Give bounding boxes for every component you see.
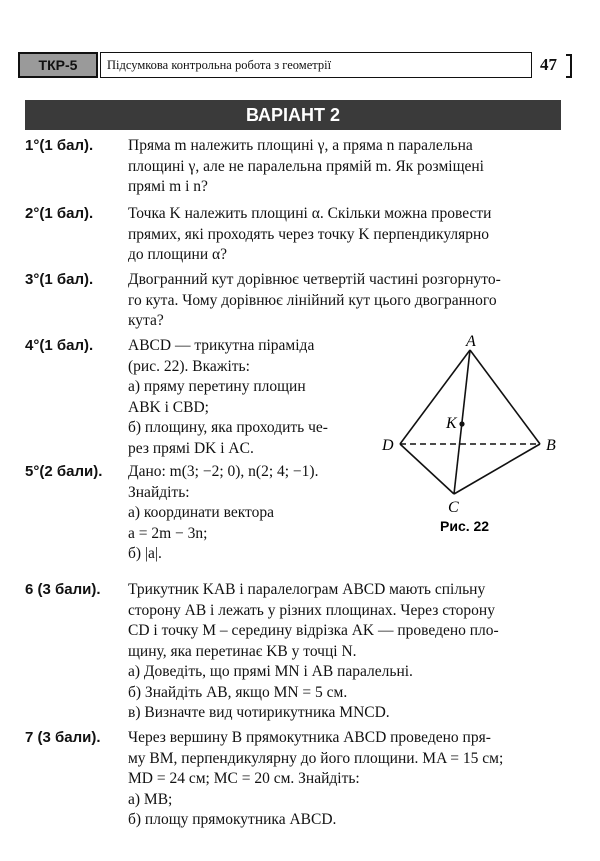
label-B: B [546,437,556,454]
task-line: а) координати вектора [128,504,274,521]
task-number: 1°(1 бал). [25,137,94,154]
task-number: 2°(1 бал). [25,205,94,222]
task-line: рез прямі DK і AC. [128,439,254,457]
task-text [128,270,558,332]
edge-DC [400,444,454,494]
task-line: Точка K належить площині α. Скільки можна провести [128,205,492,222]
task-line: а) MB; [128,790,173,808]
task-text [128,580,558,724]
task-line: ABCD — трикутна піраміда [128,337,315,354]
task-line: Знайдіть: [128,483,190,501]
task-number: 6 (3 бали). [25,581,101,598]
task-line: го кута. Чому дорівнює лінійний кут цього двогранного [128,291,497,309]
edge-AD [400,350,470,444]
task-text [128,462,398,565]
edge-AB [470,350,540,444]
task-line: а) пряму перетину площин [128,378,306,395]
task-line: б) площу прямокутника ABCD. [128,811,337,828]
task-line: сторону AB і лежать у різних площинах. Через сторону [128,601,495,619]
edge-CB [454,444,540,494]
task-line: a = 2m − 3n; [128,524,208,542]
test-badge: ТКР-5 [18,52,98,78]
pyramid-figure [370,328,570,538]
task-text [128,336,378,459]
task-line: а) Доведіть, що прямі MN і AB паралельні. [128,663,413,680]
task-line: MD = 24 см; MC = 20 см. Знайдіть: [128,770,360,787]
header-title: Підсумкова контрольна робота з геометрії [100,52,532,78]
page-number: 47 [540,55,557,74]
task-number: 5°(2 бали). [25,463,103,480]
label-K: K [446,415,457,432]
point-K [459,421,464,426]
page-bracket [566,54,572,78]
task-line: площині γ, але не паралельна прямій m. Як розміщені [128,157,484,175]
task-line: (рис. 22). Вкажіть: [128,357,250,375]
task-line: Дано: m(3; −2; 0), n(2; 4; −1). [128,463,319,480]
task-text [128,204,558,266]
task-line: кута? [128,312,164,329]
task-line: прямі m і n? [128,178,208,195]
figure-caption: Рис. 22 [440,518,490,534]
label-C: C [448,499,459,516]
task-line: Через вершину B прямокутника ABCD проведено пря- [128,729,491,746]
label-D: D [382,437,394,454]
task-line: в) Визначте вид чотирикутника MNCD. [128,704,390,721]
task-line: б) |a|. [128,545,162,562]
task-line: CD і точку M – середину відрізка AK — проведено пло- [128,622,499,639]
task-number: 3°(1 бал). [25,271,94,288]
task-line: до площини α? [128,246,227,263]
label-A: A [466,333,476,350]
page-header [18,52,558,80]
variant-title: ВАРІАНТ 2 [25,100,561,130]
task-line: б) Знайдіть AB, якщо MN = 5 см. [128,683,348,701]
task-text [128,136,558,198]
task-line: прямих, які проходять через точку K перпендикулярно [128,225,490,243]
task-number: 7 (3 бали). [25,729,101,746]
task-text [128,728,558,831]
task-line: Трикутник KAB і паралелограм ABCD мають спільну [128,581,486,598]
task-number: 4°(1 бал). [25,337,94,354]
task-line: Двогранний кут дорівнює четвертій частині розгорнуто- [128,271,501,288]
task-line: му BM, перпендикулярну до його площини. MA = 15 см; [128,749,504,767]
task-line: щину, яка перетинає KB у точці N. [128,642,357,660]
task-line: б) площину, яка проходить че- [128,419,328,436]
task-line: ABK і CBD; [128,398,209,416]
task-line: Пряма m належить площині γ, а пряма n паралельна [128,137,473,154]
